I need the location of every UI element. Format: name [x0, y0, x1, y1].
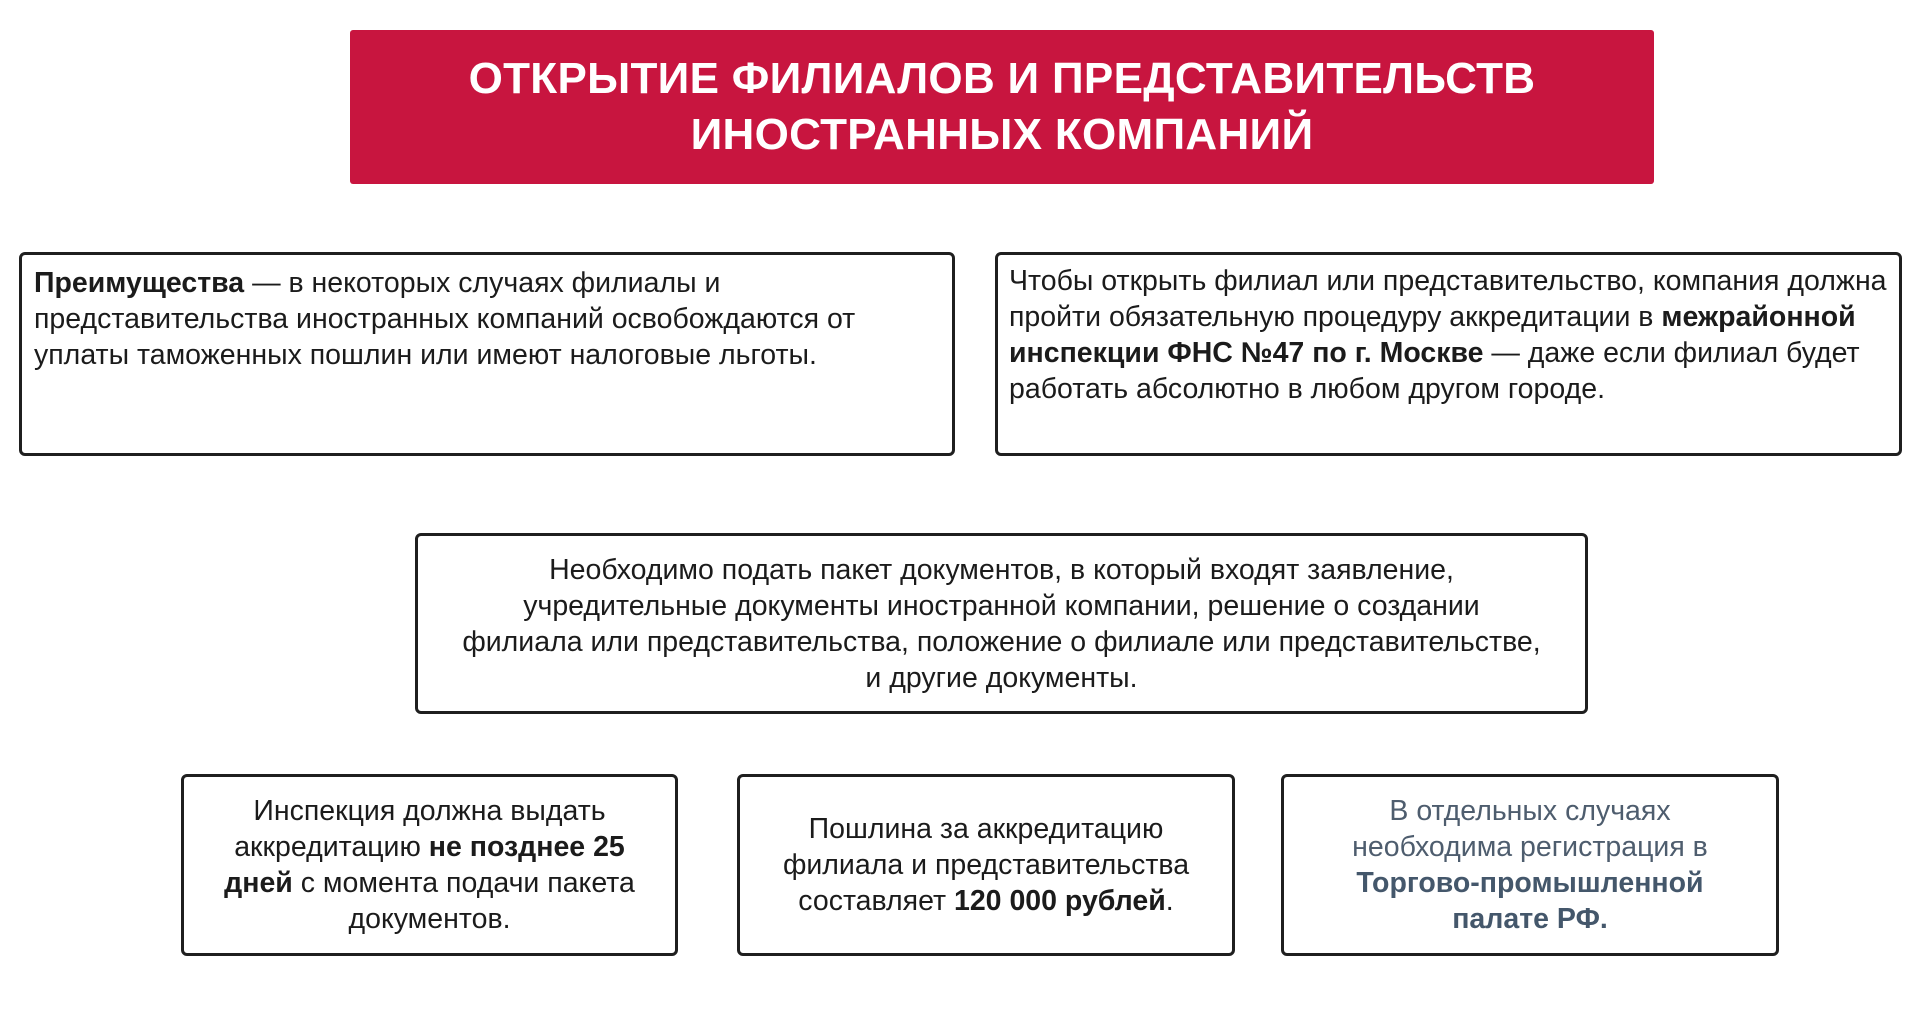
advantages-label: Преимущества	[34, 267, 245, 299]
fee-suffix: .	[1165, 885, 1174, 917]
accreditation-authority: межрайонной инспекции ФНС №47 по г. Москве	[1009, 301, 1856, 369]
chamber-text-before: В отдельных случаях необходима регистрация в	[1352, 795, 1708, 863]
title-line-2: ИНОСТРАННЫХ КОМПАНИЙ	[690, 110, 1314, 159]
documents-line-2: учредительные документы иностранной компании, решение о создании	[523, 589, 1480, 622]
deadline-text-before: Инспекция должна выдать аккредитацию	[234, 795, 606, 863]
deadline-box	[181, 774, 678, 956]
accreditation-text-before: Чтобы открыть филиал или представительство, компания должна пройти обязательную процедуру аккредитации в	[1009, 265, 1887, 333]
chamber-organization: Торгово-промышленной палате РФ.	[1356, 867, 1704, 935]
fee-text-before: Пошлина за аккредитацию филиала и представительства составляет	[782, 813, 1190, 917]
documents-line-1: Необходимо подать пакет документов, в который входят заявление,	[549, 553, 1454, 586]
title-line-1: ОТКРЫТИЕ ФИЛИАЛОВ И ПРЕДСТАВИТЕЛЬСТВ	[468, 54, 1536, 103]
page-title	[469, 51, 1536, 163]
documents-box	[415, 533, 1588, 714]
documents-text	[462, 552, 1540, 696]
deadline-text-after: с момента подачи пакета документов.	[292, 867, 635, 935]
deadline-highlight: не позднее 25 дней	[224, 831, 625, 899]
documents-line-3: филиала или представительства, положение о филиале или представительстве,	[462, 625, 1541, 658]
accreditation-box	[995, 252, 1902, 456]
advantages-box	[19, 252, 955, 456]
deadline-text	[208, 793, 651, 937]
fee-amount: 120 000 рублей	[953, 885, 1166, 917]
documents-line-4: и другие документы.	[865, 661, 1138, 694]
accreditation-text-after: — даже если филиал будет работать абсолютно в любом другом городе.	[1009, 337, 1860, 405]
advantages-text: — в некоторых случаях филиалы и представительства иностранных компаний освобождаются от уплаты таможенных пошлин или имеют налоговые льготы.	[34, 267, 856, 371]
fee-text	[764, 811, 1208, 919]
fee-box	[737, 774, 1235, 956]
title-banner	[350, 30, 1654, 184]
chamber-box	[1281, 774, 1779, 956]
chamber-text	[1308, 793, 1752, 937]
